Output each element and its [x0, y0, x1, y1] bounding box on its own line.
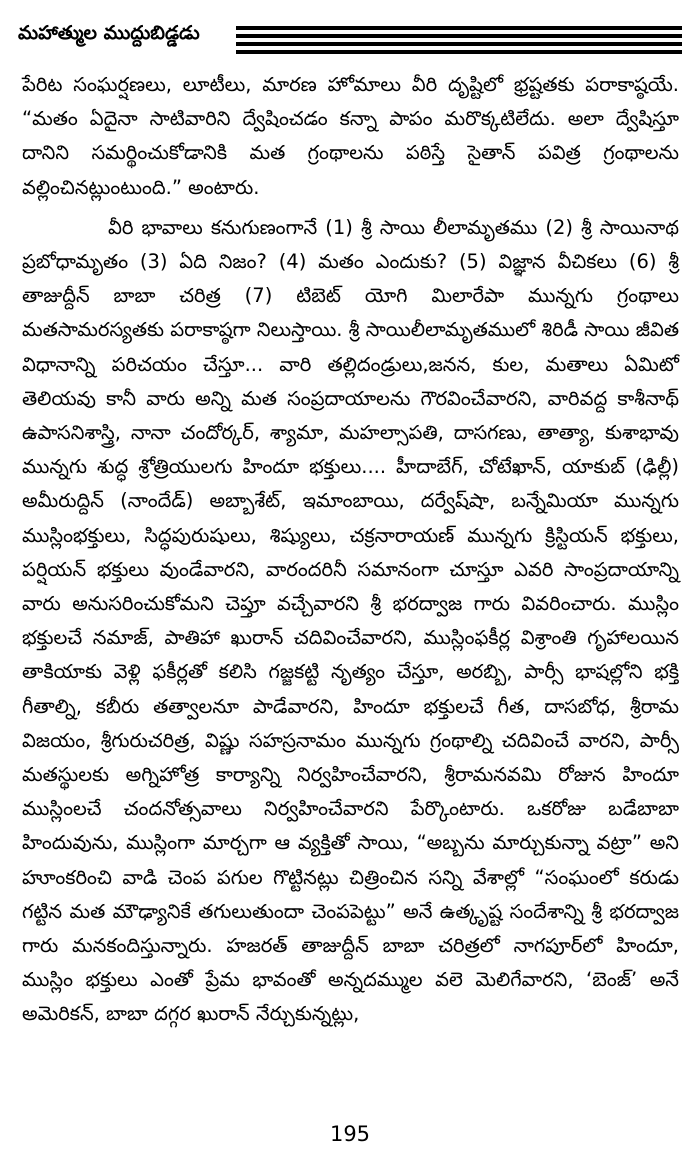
paragraph: పేరిట సంఘర్షణలు, లూటీలు, మారణ హోమాలు వీరి దృష్టిలో భ్రష్టతకు పరాకాష్ఠయే. “మతం ఏదైనా సాటివారిని ద్వేషించడం కన్నా పాపం మరొక్కటిలేదు. అలా ద్వేషిస్తూ దానిని సమర్థించుకోడానికి మత గ్రంథాలను పఠిస్తే సైతాన్ పవిత్ర గ్రంథాలను వల్లించినట్లుంటుంది.” అంటారు.: [22, 73, 679, 199]
header-rules: [236, 26, 682, 58]
running-title: మహాత్ముల ముద్దుబిడ్డడు: [18, 22, 200, 44]
paragraph: వీరి భావాలు కనుగుణంగానే (1) శ్రీ సాయి లీలామృతము (2) శ్రీ సాయినాథ ప్రబోధామృతం (3) ఏది నిజం? (4) మతం ఎందుకు? (5) విజ్ఞాన వీచికలు (6) శ్రీ తాజుద్దీన్ బాబా చరిత్ర (7) టిబెట్ యోగి మిలారేపా మున్నగు గ్రంథాలు మతసామరస్యతకు పరాకాష్ఠగా నిలుస్తాయి. శ్రీ సాయిలీలామృతములో శిరిడీ సాయి జీవిత విధానాన్ని పరిచయం చేస్తూ... వారి తల్లిదండ్రులు,జనన, కుల, మతాలు ఏమిటో తెలియవు కానీ వారు అన్ని మత సంప్రదాయాలను గౌరవించేవారని, వారివద్ద కాశీనాథ్ ఉపాసనిశాస్త్రి, నానా చందోర్కర్, శ్యామా, మహల్సాపతి, దాసగణు, తాత్యా, కుశాభావు మున్నగు శుద్ధ శ్రోత్రియులగు హిందూ భక్తులు.... హీదాబేగ్, చోటేఖాన్, యాకుబ్ (ఢిల్లీ) అమీరుద్దిన్ (నాందేడ్) అబ్బాశేట్, ఇమాంబాయి, దర్వేష్‌షా, బన్నేమియా మున్నగు ముస్లింభక్తులు, సిద్ధపురుషులు, శిష్యులు, చక్రనారాయణ్ మున్నగు క్రిస్టియన్ భక్తులు, పర్షియన్ భక్తులు వుండేవారని, వారందరినీ సమానంగా చూస్తూ ఎవరి సాంప్రదాయాన్ని వారు అనుసరించుకోమని చెప్తూ వచ్చేవారని శ్రీ భరద్వాజ గారు వివరించారు. ముస్లిం భక్తులచే నమాజ్, పాతిహా ఖురాన్ చదివించేవారని, ముస్లింఫకీర్ల విశ్రాంతి గృహాలయిన తాకియాకు వెళ్లి ఫకీర్లతో కలిసి గజ్జకట్టి నృత్యం చేస్తూ, అరబ్బి, పార్సీ భాషల్లోని భక్తి గీతాల్ని, కబీరు తత్వాలనూ పాడేవారని, హిందూ భక్తులచే గీత, దాసబోధ, శ్రీరామ విజయం, శ్రీగురుచరిత్ర, విష్ణు సహస్రనామం మున్నగు గ్రంథాల్ని చదివించే వారని, పార్సీ మతస్థులకు అగ్నిహోత్ర కార్యాన్ని నిర్వహించేవారని, శ్రీరామనవమి రోజున హిందూ ముస్లింలచే చందనోత్సవాలు నిర్వహించేవారని పేర్కొంటారు. ఒకరోజు బడేబాబా హిందువును, ముస్లింగా మార్చగా ఆ వ్యక్తితో సాయి, “అబ్బను మార్చుకున్నా వట్రా” అని హూంకరించి వాడి చెంప పగుల గొట్టినట్లు చిత్రించిన సన్ని వేశాల్లో “సంఘంలో కరుడు గట్టిన మత మౌఢ్యానికే తగులుతుందా చెంపపెట్టు” అనే ఉత్కృష్ట సందేశాన్ని శ్రీ భరద్వాజ గారు మనకందిస్తున్నారు. హజరత్ తాజుద్దీన్ బాబా చరిత్రలో నాగపూర్‌లో హిందూ, ముస్లిం భక్తులు ఎంతో ప్రేమ భావంతో అన్నదమ్ముల వలె మెలిగేవారని, ‘బెంజ్’ అనే అమెరికన్, బాబా దగ్గర ఖురాన్ నేర్చుకున్నట్లు,: [22, 215, 679, 1026]
header-rule: [236, 42, 682, 46]
header-rule: [236, 26, 682, 30]
page-header: [14, 14, 686, 62]
header-rule: [236, 34, 682, 38]
page-number: 195: [329, 1122, 371, 1146]
body-text: [22, 68, 679, 1032]
header-rule: [236, 50, 682, 54]
